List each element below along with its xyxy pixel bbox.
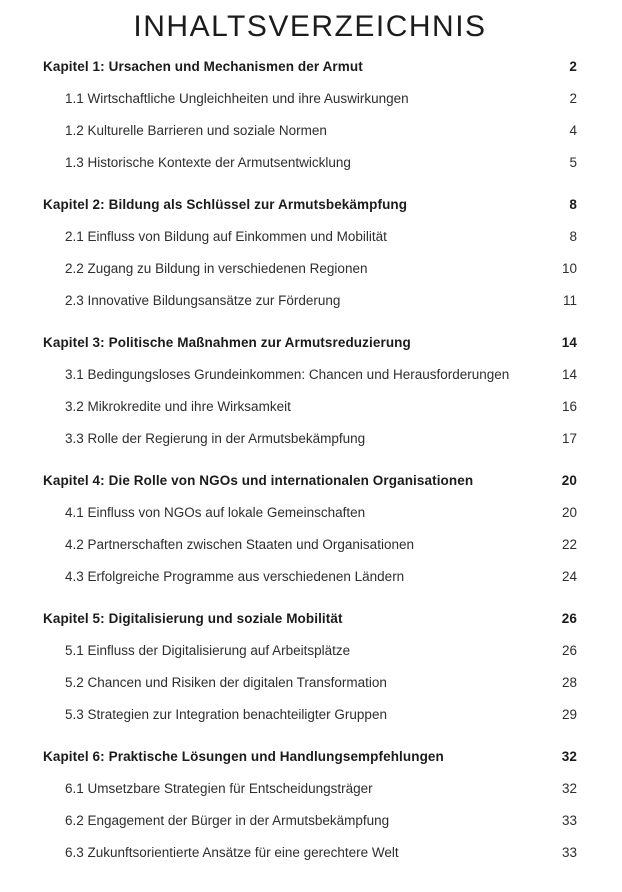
toc-item-row (43, 496, 577, 528)
toc-item-row (43, 82, 577, 114)
toc-chapter-page: 20 (561, 472, 577, 488)
toc-item-row (43, 698, 577, 730)
toc-item-row (43, 220, 577, 252)
toc-item-row (43, 252, 577, 284)
toc-group-chapter-1 (43, 50, 577, 178)
toc-item-page: 33 (561, 812, 577, 828)
toc-item-page: 20 (561, 504, 577, 520)
toc-chapter-page: 32 (561, 748, 577, 764)
toc-item-row (43, 772, 577, 804)
toc-chapter-page: 2 (569, 58, 577, 74)
toc-item-label: 2.2 Zugang zu Bildung in verschiedenen Regionen (65, 260, 368, 276)
toc-item-row (43, 284, 577, 316)
toc-group-chapter-6 (43, 740, 577, 868)
toc-chapter-label: Kapitel 6: Praktische Lösungen und Handlungsempfehlungen (43, 748, 444, 764)
toc-item-page: 4 (569, 122, 577, 138)
toc-item-page: 32 (561, 780, 577, 796)
toc-group-chapter-3 (43, 326, 577, 454)
toc-item-row (43, 560, 577, 592)
toc-item-page: 22 (561, 536, 577, 552)
page-title: INHALTSVERZEICHNIS (133, 10, 487, 43)
toc-item-label: 3.3 Rolle der Regierung in der Armutsbekämpfung (65, 430, 366, 446)
toc-item-label: 3.2 Mikrokredite und ihre Wirksamkeit (65, 398, 291, 414)
toc-item-label: 4.3 Erfolgreiche Programme aus verschiedenen Ländern (65, 568, 405, 584)
toc-item-page: 8 (569, 228, 577, 244)
toc-item-label: 6.3 Zukunftsorientierte Ansätze für eine gerechtere Welt (65, 844, 399, 860)
toc-item-label: 2.1 Einfluss von Bildung auf Einkommen und Mobilität (65, 228, 387, 244)
toc-chapter-row (43, 740, 577, 772)
toc-item-page: 29 (561, 706, 577, 722)
toc-item-page: 10 (561, 260, 577, 276)
toc-item-row (43, 146, 577, 178)
toc-chapter-label: Kapitel 4: Die Rolle von NGOs und internationalen Organisationen (43, 472, 474, 488)
toc-chapter-row (43, 602, 577, 634)
toc-item-label: 2.3 Innovative Bildungsansätze zur Förderung (65, 292, 341, 308)
toc-chapter-page: 8 (569, 196, 577, 212)
toc-item-row (43, 666, 577, 698)
toc-item-row (43, 634, 577, 666)
toc-chapter-row (43, 50, 577, 82)
toc-item-row (43, 804, 577, 836)
toc-chapter-row (43, 464, 577, 496)
toc-item-label: 4.1 Einfluss von NGOs auf lokale Gemeinschaften (65, 504, 366, 520)
toc-item-page: 14 (561, 366, 577, 382)
toc-item-label: 5.1 Einfluss der Digitalisierung auf Arbeitsplätze (65, 642, 351, 658)
toc-chapter-label: Kapitel 5: Digitalisierung und soziale Mobilität (43, 610, 343, 626)
toc-chapter-label: Kapitel 1: Ursachen und Mechanismen der Armut (43, 58, 363, 74)
toc-group-chapter-2 (43, 188, 577, 316)
toc-item-page: 2 (569, 90, 577, 106)
toc-chapter-page: 14 (561, 334, 577, 350)
toc-item-label: 6.1 Umsetzbare Strategien für Entscheidungsträger (65, 780, 373, 796)
toc-item-page: 33 (561, 844, 577, 860)
toc-item-page: 26 (561, 642, 577, 658)
toc-item-label: 1.1 Wirtschaftliche Ungleichheiten und ihre Auswirkungen (65, 90, 409, 106)
toc-group-chapter-4 (43, 464, 577, 592)
toc-item-row (43, 390, 577, 422)
toc-item-label: 3.1 Bedingungsloses Grundeinkommen: Chancen und Herausforderungen (65, 366, 510, 382)
toc-chapter-page: 26 (561, 610, 577, 626)
toc-chapter-label: Kapitel 2: Bildung als Schlüssel zur Armutsbekämpfung (43, 196, 408, 212)
toc-item-page: 11 (562, 292, 577, 308)
toc-chapter-label: Kapitel 3: Politische Maßnahmen zur Armutsreduzierung (43, 334, 411, 350)
toc-item-page: 28 (561, 674, 577, 690)
toc-item-row (43, 836, 577, 868)
toc-item-row (43, 358, 577, 390)
toc-item-row (43, 422, 577, 454)
toc-item-label: 1.3 Historische Kontexte der Armutsentwicklung (65, 154, 351, 170)
toc-item-label: 4.2 Partnerschaften zwischen Staaten und Organisationen (65, 536, 414, 552)
toc-item-page: 16 (561, 398, 577, 414)
toc-item-label: 6.2 Engagement der Bürger in der Armutsbekämpfung (65, 812, 390, 828)
toc-item-page: 17 (561, 430, 577, 446)
toc-item-label: 5.3 Strategien zur Integration benachteiligter Gruppen (65, 706, 387, 722)
toc-group-chapter-5 (43, 602, 577, 730)
toc-item-label: 5.2 Chancen und Risiken der digitalen Transformation (65, 674, 387, 690)
toc-chapter-row (43, 188, 577, 220)
toc-item-label: 1.2 Kulturelle Barrieren und soziale Normen (65, 122, 327, 138)
toc-item-page: 5 (569, 154, 577, 170)
toc-item-row (43, 528, 577, 560)
toc-item-page: 24 (561, 568, 577, 584)
toc-chapter-row (43, 326, 577, 358)
toc-item-row (43, 114, 577, 146)
